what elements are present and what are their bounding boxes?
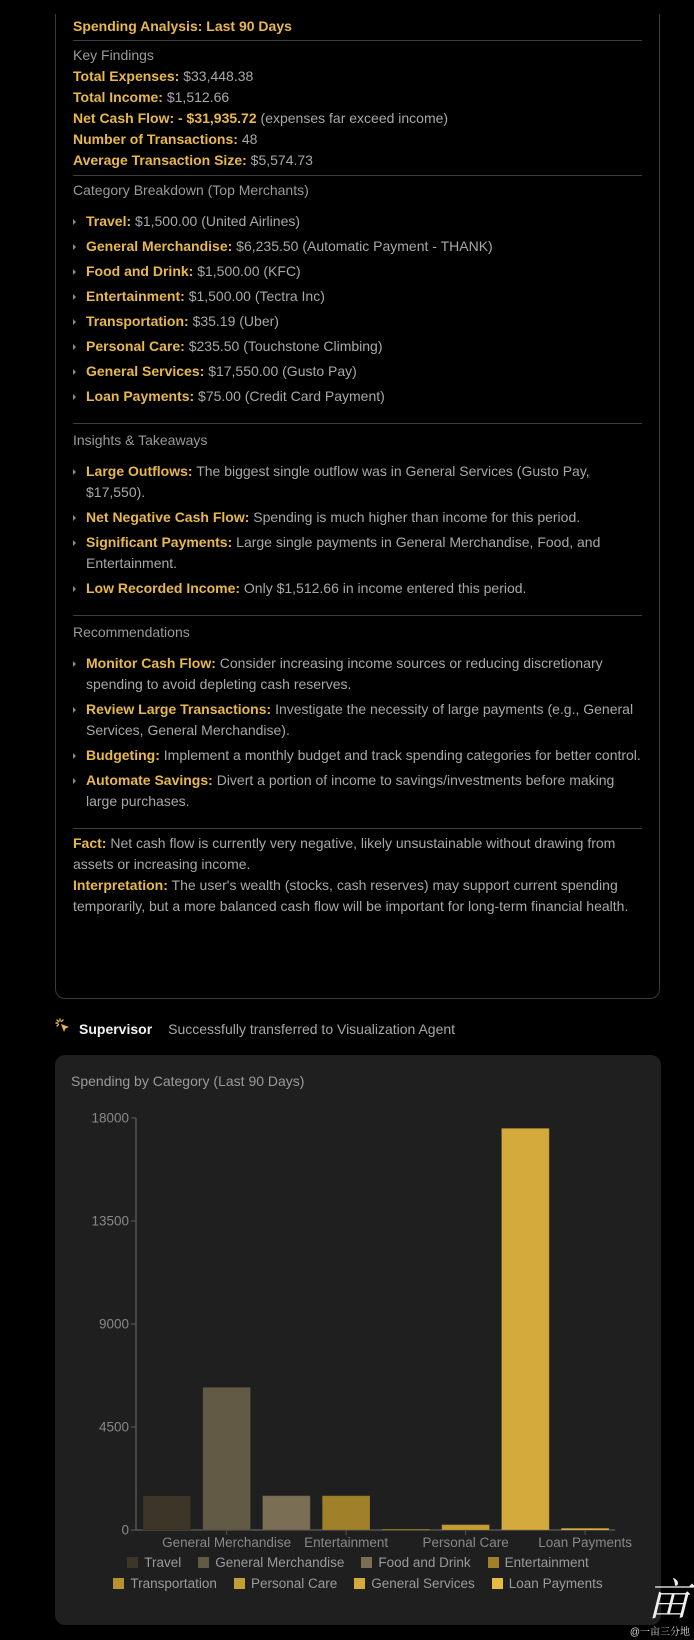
category-item [73, 361, 642, 382]
legend-swatch [113, 1578, 124, 1589]
bar-personal-care [442, 1525, 490, 1530]
legend-label: General Merchandise [215, 1555, 345, 1570]
recommendations-heading: Recommendations [73, 624, 190, 640]
insight-item [73, 461, 642, 503]
legend-item[interactable] [198, 1555, 344, 1570]
x-tick-label: Entertainment [304, 1535, 389, 1550]
bar-entertainment [322, 1496, 370, 1530]
watermark [629, 1575, 690, 1638]
y-tick-label: 13500 [91, 1213, 129, 1229]
bullet-icon [73, 753, 76, 759]
supervisor-message: Successfully transferred to Visualization Agent [168, 1020, 456, 1037]
chart-panel [55, 1055, 661, 1625]
divider [73, 423, 642, 424]
watermark-logo: 亩 [646, 1575, 690, 1626]
category-item-text: $35.19 (Uber) [192, 313, 279, 329]
category-item-label: Transportation: [86, 313, 189, 329]
insights-list [73, 461, 642, 599]
chart-title: Spending by Category (Last 90 Days) [71, 1073, 305, 1089]
key-finding-label: Total Expenses: [73, 68, 180, 84]
bullet-icon [73, 515, 76, 521]
bullet-icon [73, 319, 76, 325]
fact-label: Fact: [73, 835, 107, 851]
fact-text: Net cash flow is currently very negative, likely unsustainable without drawing from assets or increasing income. [73, 835, 616, 872]
recommendation-item-text: Consider increasing income sources or reducing discretionary spending to avoid depleting cash reserves. [86, 655, 603, 692]
insight-item-label: Significant Payments: [86, 534, 233, 550]
key-finding [73, 108, 642, 129]
category-item-text: $1,500.00 (United Airlines) [135, 213, 301, 229]
key-finding-value: $1,512.66 [166, 89, 230, 105]
y-tick-label: 4500 [98, 1419, 129, 1435]
legend-swatch [488, 1557, 499, 1568]
insight-item [73, 532, 642, 574]
legend-swatch [361, 1557, 372, 1568]
bar-travel [143, 1496, 191, 1530]
y-tick-label: 18000 [91, 1110, 129, 1126]
legend-label: Food and Drink [378, 1555, 471, 1570]
recommendations-list [73, 653, 642, 812]
recommendation-item-text: Investigate the necessity of large payments (e.g., General Services, General Merchandise). [86, 701, 634, 738]
category-item [73, 211, 642, 232]
recommendation-item [73, 653, 642, 695]
insight-item-label: Large Outflows: [86, 463, 193, 479]
legend-label: Travel [144, 1555, 182, 1570]
insight-item [73, 507, 642, 528]
x-tick-label: Personal Care [422, 1535, 509, 1550]
chart-legend [55, 1552, 661, 1594]
divider [73, 828, 642, 829]
bar-transportation [382, 1529, 430, 1530]
bullet-icon [73, 707, 76, 713]
insight-item-text: Large single payments in General Merchandise, Food, and Entertainment. [86, 534, 601, 571]
legend-item[interactable] [127, 1555, 181, 1570]
divider [73, 175, 642, 176]
bullet-icon [73, 469, 76, 475]
legend-label: Personal Care [250, 1576, 338, 1591]
key-finding-label: Number of Transactions: [73, 131, 238, 147]
category-item [73, 261, 642, 282]
fact [73, 833, 642, 875]
recommendation-item-text: Implement a monthly budget and track spending categories for better control. [163, 747, 641, 763]
key-finding [73, 87, 642, 108]
category-item-text: $235.50 (Touchstone Climbing) [188, 338, 383, 354]
insight-item-label: Low Recorded Income: [86, 580, 241, 596]
category-item-text: $1,500.00 (KFC) [197, 263, 301, 279]
insight-item [73, 578, 642, 599]
legend-item[interactable] [361, 1555, 470, 1570]
key-findings-list [73, 66, 642, 171]
category-item-label: Food and Drink: [86, 263, 194, 279]
bar-general-merchandise [203, 1387, 251, 1530]
x-tick-label: Loan Payments [538, 1535, 633, 1550]
legend-swatch [234, 1578, 245, 1589]
key-finding-value: $5,574.73 [250, 152, 313, 168]
key-finding [73, 150, 642, 171]
insight-item-label: Net Negative Cash Flow: [86, 509, 250, 525]
report-card [55, 14, 660, 999]
bar-chart [55, 1055, 661, 1555]
divider [73, 615, 642, 616]
interpretation [73, 875, 642, 917]
legend-swatch [492, 1578, 503, 1589]
legend-item[interactable] [488, 1555, 589, 1570]
recommendation-item-label: Review Large Transactions: [86, 701, 272, 717]
key-finding-value: 48 [241, 131, 258, 147]
key-finding-label: Total Income: [73, 89, 163, 105]
legend-label: General Services [371, 1576, 475, 1591]
report-title: Spending Analysis: Last 90 Days [73, 14, 642, 41]
bullet-icon [73, 219, 76, 225]
key-finding-value: $33,448.38 [183, 68, 254, 84]
category-item-label: Personal Care: [86, 338, 185, 354]
legend-row [55, 1573, 661, 1594]
insight-item-text: Only $1,512.66 in income entered this period. [243, 580, 527, 596]
recommendation-item-label: Budgeting: [86, 747, 160, 763]
category-item-label: General Merchandise: [86, 238, 233, 254]
interpretation-label: Interpretation: [73, 877, 168, 893]
insights-heading: Insights & Takeaways [73, 432, 208, 448]
legend-swatch [354, 1578, 365, 1589]
category-breakdown-heading: Category Breakdown (Top Merchants) [73, 182, 309, 198]
recommendation-item-text: Divert a portion of income to savings/investments before making large purchases. [86, 772, 615, 809]
sparkle-cursor-icon [55, 1018, 71, 1039]
bar-food-and-drink [262, 1496, 310, 1530]
bar-general-services [501, 1128, 549, 1530]
legend-item[interactable] [234, 1576, 337, 1591]
category-breakdown-list [73, 211, 642, 407]
recommendation-item-label: Monitor Cash Flow: [86, 655, 216, 671]
category-item [73, 311, 642, 332]
recommendation-item [73, 745, 642, 766]
recommendation-item-label: Automate Savings: [86, 772, 213, 788]
legend-label: Entertainment [504, 1555, 589, 1570]
key-finding [73, 129, 642, 150]
bullet-icon [73, 369, 76, 375]
y-tick-label: 0 [121, 1522, 129, 1538]
category-item-text: $75.00 (Credit Card Payment) [198, 388, 385, 404]
legend-item[interactable] [113, 1576, 217, 1591]
recommendation-item [73, 699, 642, 741]
interpretation-text: The user's wealth (stocks, cash reserves) may support current spending temporarily, but a more balanced cash flow will be important for long-term financial health. [73, 877, 629, 914]
bullet-icon [73, 294, 76, 300]
bullet-icon [73, 269, 76, 275]
category-item-text: $6,235.50 (Automatic Payment - THANK) [236, 238, 493, 254]
recommendation-item [73, 770, 642, 812]
key-finding-note: (expenses far exceed income) [260, 110, 449, 126]
y-tick-label: 9000 [98, 1316, 129, 1332]
legend-label: Loan Payments [508, 1576, 603, 1591]
category-item [73, 336, 642, 357]
category-item-label: General Services: [86, 363, 205, 379]
bullet-icon [73, 586, 76, 592]
key-finding-label: Average Transaction Size: [73, 152, 247, 168]
bullet-icon [73, 344, 76, 350]
legend-swatch [127, 1557, 138, 1568]
bullet-icon [73, 540, 76, 546]
bullet-icon [73, 244, 76, 250]
bullet-icon [73, 778, 76, 784]
category-item-label: Loan Payments: [86, 388, 195, 404]
category-item [73, 286, 642, 307]
supervisor-status [55, 1018, 455, 1039]
key-findings-heading: Key Findings [73, 47, 154, 63]
supervisor-name: Supervisor [79, 1020, 153, 1037]
legend-row [55, 1552, 661, 1573]
legend-item[interactable] [492, 1576, 603, 1591]
category-item-text: $1,500.00 (Tectra Inc) [188, 288, 325, 304]
category-item [73, 386, 642, 407]
category-item-label: Travel: [86, 213, 132, 229]
category-item-text: $17,550.00 (Gusto Pay) [208, 363, 357, 379]
legend-label: Transportation [130, 1576, 217, 1591]
legend-swatch [198, 1557, 209, 1568]
bar-loan-payments [561, 1528, 609, 1530]
bullet-icon [73, 394, 76, 400]
key-finding-label: Net Cash Flow: - $31,935.72 [73, 110, 257, 126]
legend-item[interactable] [354, 1576, 475, 1591]
category-item-label: Entertainment: [86, 288, 185, 304]
insight-item-text: The biggest single outflow was in General Services (Gusto Pay, $17,550). [86, 463, 590, 500]
category-item [73, 236, 642, 257]
key-finding [73, 66, 642, 87]
bullet-icon [73, 661, 76, 667]
x-tick-label: General Merchandise [162, 1535, 292, 1550]
watermark-handle: @一亩三分地 [629, 1627, 690, 1638]
insight-item-text: Spending is much higher than income for this period. [253, 509, 581, 525]
